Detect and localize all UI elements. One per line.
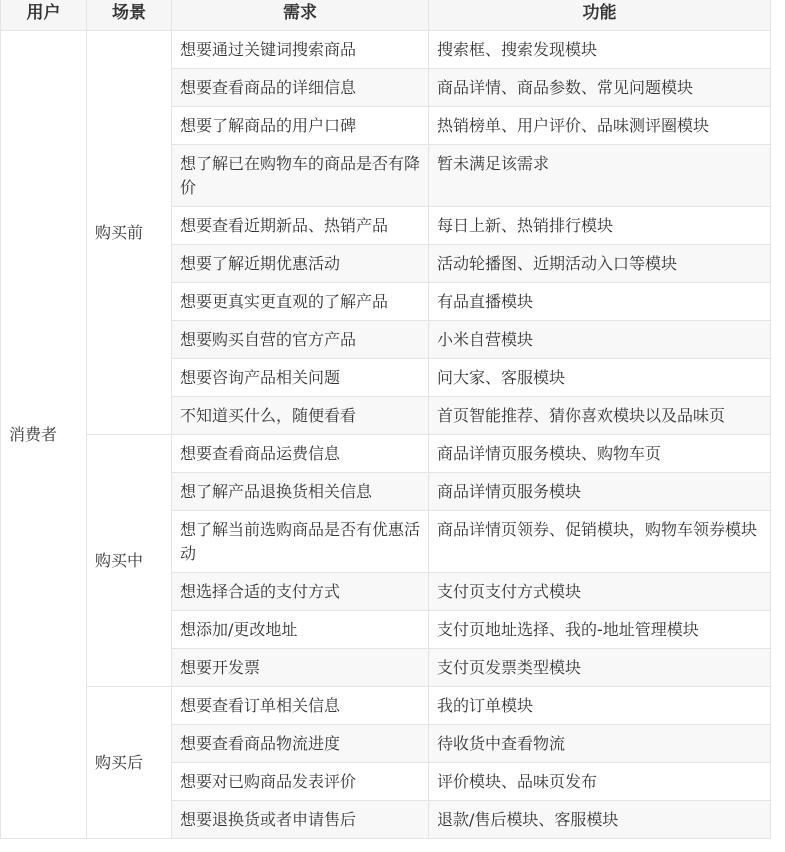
need-cell: 想要通过关键词搜索商品 bbox=[172, 31, 429, 69]
need-cell: 想了解当前选购商品是否有优惠活动 bbox=[172, 511, 429, 573]
need-cell: 想了解已在购物车的商品是否有降价 bbox=[172, 145, 429, 207]
need-cell: 想要查看商品运费信息 bbox=[172, 435, 429, 473]
need-cell: 想要购买自营的官方产品 bbox=[172, 321, 429, 359]
feature-cell: 商品详情、商品参数、常见问题模块 bbox=[429, 69, 771, 107]
feature-cell: 支付页支付方式模块 bbox=[429, 573, 771, 611]
need-cell: 想要了解商品的用户口碑 bbox=[172, 107, 429, 145]
feature-cell: 活动轮播图、近期活动入口等模块 bbox=[429, 245, 771, 283]
need-cell: 不知道买什么，随便看看 bbox=[172, 397, 429, 435]
table-row bbox=[1, 435, 771, 473]
user-cell: 消费者 bbox=[1, 31, 87, 839]
feature-cell: 每日上新、热销排行模块 bbox=[429, 207, 771, 245]
feature-cell: 支付页地址选择、我的-地址管理模块 bbox=[429, 611, 771, 649]
header-row bbox=[1, 0, 771, 31]
need-cell: 想了解产品退换货相关信息 bbox=[172, 473, 429, 511]
header-need: 需求 bbox=[172, 0, 429, 31]
need-cell: 想要查看商品的详细信息 bbox=[172, 69, 429, 107]
feature-cell: 有品直播模块 bbox=[429, 283, 771, 321]
feature-cell: 暂未满足该需求 bbox=[429, 145, 771, 207]
feature-cell: 小米自营模块 bbox=[429, 321, 771, 359]
need-cell: 想要对已购商品发表评价 bbox=[172, 763, 429, 801]
feature-cell: 搜索框、搜索发现模块 bbox=[429, 31, 771, 69]
header-scene: 场景 bbox=[87, 0, 172, 31]
need-cell: 想要查看近期新品、热销产品 bbox=[172, 207, 429, 245]
header-user: 用户 bbox=[1, 0, 87, 31]
feature-cell: 问大家、客服模块 bbox=[429, 359, 771, 397]
table-row bbox=[1, 687, 771, 725]
need-cell: 想要查看商品物流进度 bbox=[172, 725, 429, 763]
feature-cell: 热销榜单、用户评价、品味测评圈模块 bbox=[429, 107, 771, 145]
need-cell: 想要开发票 bbox=[172, 649, 429, 687]
table-body bbox=[1, 31, 771, 839]
feature-cell: 退款/售后模块、客服模块 bbox=[429, 801, 771, 839]
scene-cell: 购买中 bbox=[87, 435, 172, 687]
feature-cell: 首页智能推荐、猜你喜欢模块以及品味页 bbox=[429, 397, 771, 435]
header-feature: 功能 bbox=[429, 0, 771, 31]
scene-cell: 购买后 bbox=[87, 687, 172, 839]
need-cell: 想要咨询产品相关问题 bbox=[172, 359, 429, 397]
need-cell: 想选择合适的支付方式 bbox=[172, 573, 429, 611]
feature-cell: 支付页发票类型模块 bbox=[429, 649, 771, 687]
table-row bbox=[1, 31, 771, 69]
need-cell: 想要了解近期优惠活动 bbox=[172, 245, 429, 283]
feature-cell: 待收货中查看物流 bbox=[429, 725, 771, 763]
need-cell: 想要更真实更直观的了解产品 bbox=[172, 283, 429, 321]
feature-cell: 评价模块、品味页发布 bbox=[429, 763, 771, 801]
feature-cell: 商品详情页领券、促销模块，购物车领券模块 bbox=[429, 511, 771, 573]
feature-cell: 我的订单模块 bbox=[429, 687, 771, 725]
scene-cell: 购买前 bbox=[87, 31, 172, 435]
need-cell: 想要退换货或者申请售后 bbox=[172, 801, 429, 839]
feature-cell: 商品详情页服务模块、购物车页 bbox=[429, 435, 771, 473]
feature-cell: 商品详情页服务模块 bbox=[429, 473, 771, 511]
need-cell: 想要查看订单相关信息 bbox=[172, 687, 429, 725]
need-cell: 想添加/更改地址 bbox=[172, 611, 429, 649]
